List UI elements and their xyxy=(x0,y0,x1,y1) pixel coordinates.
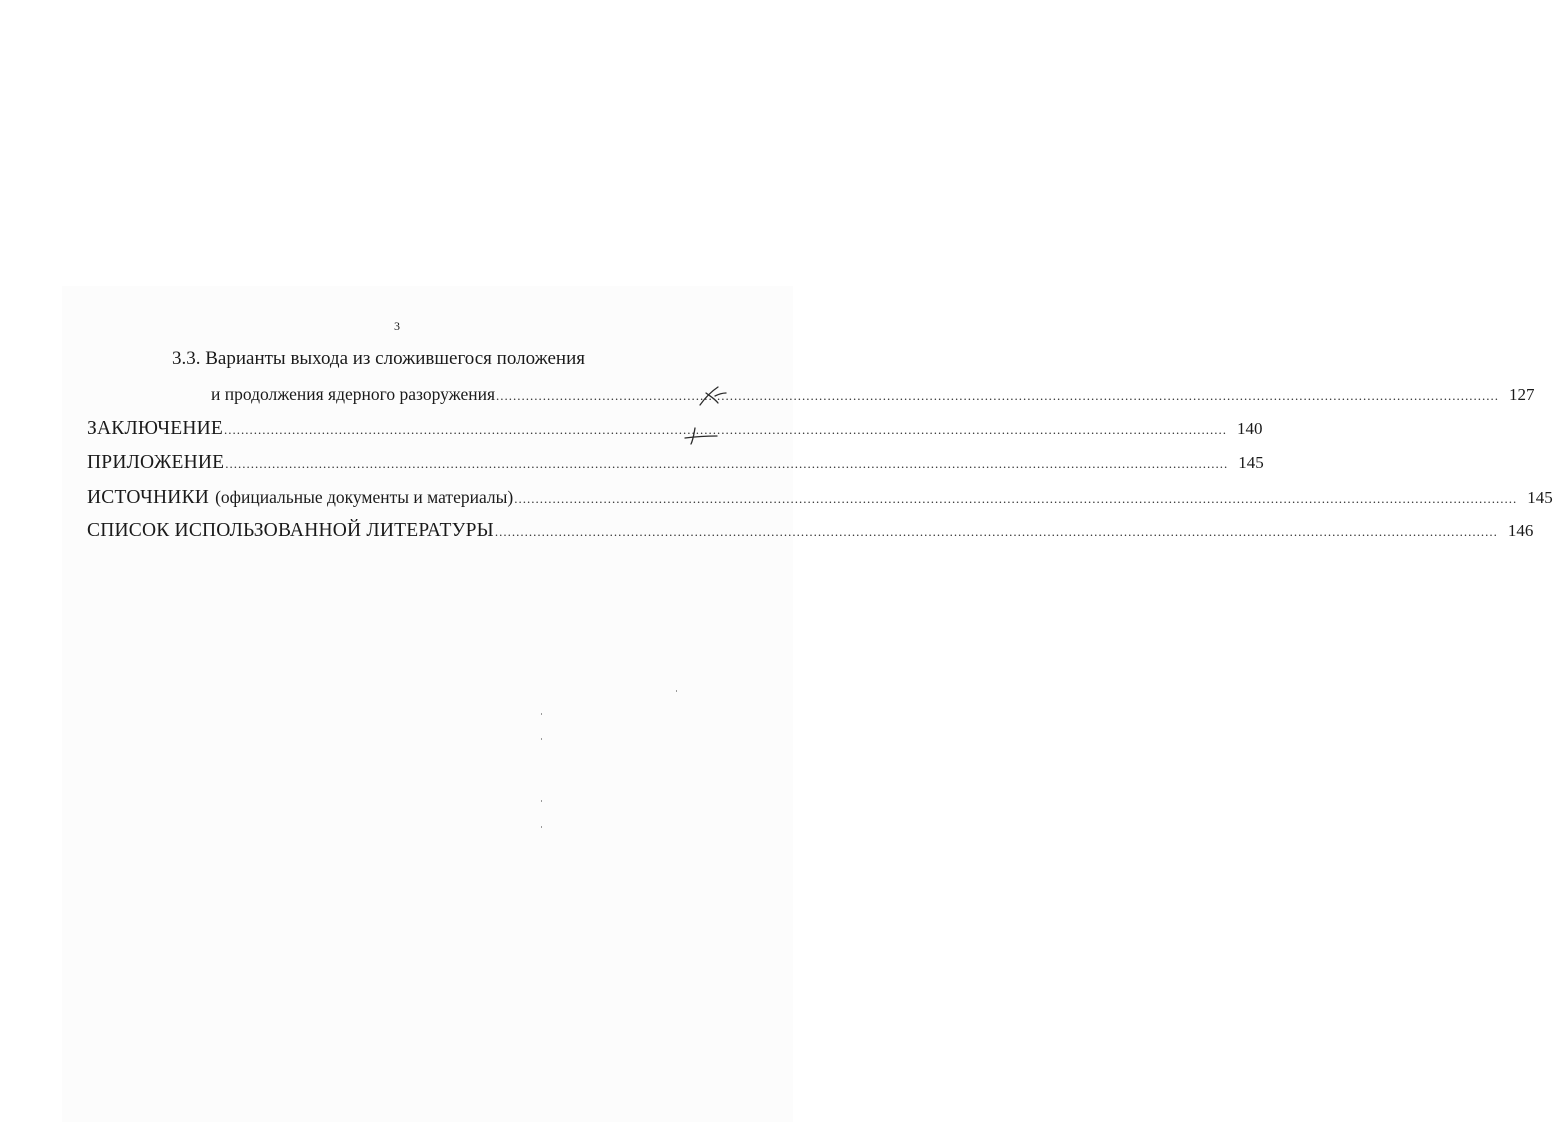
toc-entry-3-3-line1 xyxy=(172,347,585,371)
toc-entry-title: ПРИЛОЖЕНИЕ xyxy=(87,452,225,473)
scan-speck xyxy=(676,690,677,692)
scan-speck xyxy=(541,826,542,828)
toc-entry-title: ИСТОЧНИКИ xyxy=(87,487,210,508)
toc-entry-sources xyxy=(87,485,1553,511)
toc-page-ref: 140 xyxy=(1237,419,1263,438)
scan-speck xyxy=(541,713,542,715)
toc-entry-title-continued: и продолжения ядерного разоружения xyxy=(211,384,496,404)
toc-entry-title: 3.3. Варианты выхода из сложившегося положения xyxy=(172,348,585,369)
dot-leader: ............................................................................................................................................................................................................................................ xyxy=(224,422,1228,437)
dot-leader: ............................................................................................................................................................................................................................................ xyxy=(494,524,1498,539)
handwritten-check-mark xyxy=(696,385,736,409)
toc-page-ref: 145 xyxy=(1238,453,1264,472)
scan-speck xyxy=(541,738,542,740)
toc-entry-subtitle-text: (официальные документы и материалы) xyxy=(215,487,514,507)
dot-leader: ............................................................................................................................................................................................................................................ xyxy=(496,388,1500,403)
page-number: 3 xyxy=(394,319,400,333)
handwritten-correction-mark xyxy=(681,422,721,446)
toc-entry-bibliography xyxy=(87,519,1534,544)
toc-page-ref: 146 xyxy=(1507,521,1534,540)
dot-leader: ............................................................................................................................................................................................................................................ xyxy=(514,491,1518,506)
toc-entry-conclusion xyxy=(87,417,1263,442)
scanned-page xyxy=(62,286,793,1122)
toc-page-ref: 145 xyxy=(1527,488,1553,507)
scan-speck xyxy=(541,800,542,802)
toc-page-ref: 127 xyxy=(1509,385,1535,404)
dot-leader: ............................................................................................................................................................................................................................................ xyxy=(225,456,1229,471)
toc-entry-title: ЗАКЛЮЧЕНИЕ xyxy=(87,418,224,439)
toc-entry-subtitle xyxy=(215,485,513,509)
toc-entry-3-3-line2 xyxy=(211,382,1535,408)
toc-entry-title: СПИСОК ИСПОЛЬЗОВАННОЙ ЛИТЕРАТУРЫ xyxy=(87,520,494,541)
toc-entry-appendix xyxy=(87,451,1264,476)
